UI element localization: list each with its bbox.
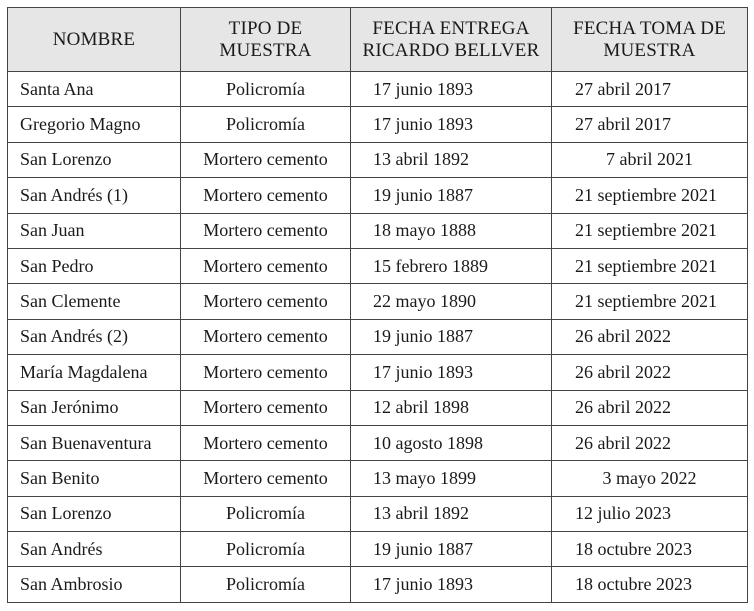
cell-nombre: Gregorio Magno	[8, 107, 181, 142]
cell-toma: 18 octubre 2023	[552, 532, 748, 567]
table-row	[8, 390, 748, 425]
samples-table-container	[7, 7, 747, 603]
cell-entrega: 13 abril 1892	[351, 142, 552, 177]
cell-nombre: San Lorenzo	[8, 142, 181, 177]
cell-entrega: 18 mayo 1888	[351, 213, 552, 248]
table-row	[8, 355, 748, 390]
table-row	[8, 567, 748, 602]
cell-tipo: Policromía	[181, 107, 351, 142]
cell-toma: 27 abril 2017	[552, 107, 748, 142]
table-row	[8, 425, 748, 460]
table-row	[8, 461, 748, 496]
table-row	[8, 319, 748, 354]
table-row	[8, 532, 748, 567]
cell-nombre: San Buenaventura	[8, 425, 181, 460]
cell-toma: 21 septiembre 2021	[552, 284, 748, 319]
header-tipo-line2: MUESTRA	[219, 39, 312, 61]
cell-nombre: San Clemente	[8, 284, 181, 319]
cell-entrega: 17 junio 1893	[351, 107, 552, 142]
cell-nombre: San Juan	[8, 213, 181, 248]
cell-nombre: San Pedro	[8, 248, 181, 283]
cell-tipo: Mortero cemento	[181, 178, 351, 213]
cell-nombre: María Magdalena	[8, 355, 181, 390]
header-tipo-muestra	[181, 8, 351, 72]
cell-tipo: Policromía	[181, 72, 351, 107]
cell-entrega: 12 abril 1898	[351, 390, 552, 425]
cell-nombre: San Ambrosio	[8, 567, 181, 602]
cell-entrega: 13 abril 1892	[351, 496, 552, 531]
cell-nombre: San Benito	[8, 461, 181, 496]
cell-nombre: San Andrés (1)	[8, 178, 181, 213]
cell-tipo: Mortero cemento	[181, 461, 351, 496]
cell-toma: 21 septiembre 2021	[552, 178, 748, 213]
cell-entrega: 19 junio 1887	[351, 178, 552, 213]
cell-tipo: Mortero cemento	[181, 248, 351, 283]
cell-entrega: 22 mayo 1890	[351, 284, 552, 319]
cell-toma: 27 abril 2017	[552, 72, 748, 107]
cell-tipo: Policromía	[181, 532, 351, 567]
cell-tipo: Mortero cemento	[181, 142, 351, 177]
header-entrega-line1: FECHA ENTREGA	[372, 17, 530, 39]
header-toma-line2: MUESTRA	[603, 39, 696, 61]
cell-toma: 3 mayo 2022	[552, 461, 748, 496]
table-row	[8, 248, 748, 283]
header-entrega-line2: RICARDO BELLVER	[362, 39, 540, 61]
header-nombre-label: NOMBRE	[52, 28, 136, 50]
cell-tipo: Mortero cemento	[181, 425, 351, 460]
cell-entrega: 19 junio 1887	[351, 532, 552, 567]
cell-toma: 7 abril 2021	[552, 142, 748, 177]
table-row	[8, 213, 748, 248]
table-row	[8, 107, 748, 142]
cell-tipo: Mortero cemento	[181, 284, 351, 319]
cell-toma: 21 septiembre 2021	[552, 248, 748, 283]
cell-nombre: San Lorenzo	[8, 496, 181, 531]
cell-toma: 26 abril 2022	[552, 390, 748, 425]
cell-entrega: 17 junio 1893	[351, 72, 552, 107]
table-row	[8, 72, 748, 107]
cell-tipo: Mortero cemento	[181, 355, 351, 390]
table-row	[8, 178, 748, 213]
table-row	[8, 142, 748, 177]
cell-tipo: Mortero cemento	[181, 390, 351, 425]
cell-tipo: Mortero cemento	[181, 319, 351, 354]
header-nombre	[8, 8, 181, 72]
table-body	[8, 72, 748, 603]
cell-tipo: Policromía	[181, 567, 351, 602]
cell-toma: 21 septiembre 2021	[552, 213, 748, 248]
cell-tipo: Policromía	[181, 496, 351, 531]
samples-table	[7, 7, 748, 603]
cell-nombre: Santa Ana	[8, 72, 181, 107]
header-fecha-entrega	[351, 8, 552, 72]
cell-entrega: 10 agosto 1898	[351, 425, 552, 460]
cell-toma: 26 abril 2022	[552, 425, 748, 460]
table-row	[8, 496, 748, 531]
cell-nombre: San Andrés (2)	[8, 319, 181, 354]
cell-entrega: 15 febrero 1889	[351, 248, 552, 283]
cell-nombre: San Jerónimo	[8, 390, 181, 425]
header-row	[8, 8, 748, 72]
cell-nombre: San Andrés	[8, 532, 181, 567]
table-header	[8, 8, 748, 72]
cell-entrega: 17 junio 1893	[351, 567, 552, 602]
header-fecha-toma	[552, 8, 748, 72]
cell-tipo: Mortero cemento	[181, 213, 351, 248]
cell-toma: 26 abril 2022	[552, 355, 748, 390]
table-row	[8, 284, 748, 319]
cell-toma: 18 octubre 2023	[552, 567, 748, 602]
cell-entrega: 17 junio 1893	[351, 355, 552, 390]
header-tipo-line1: TIPO DE	[228, 17, 303, 39]
header-toma-line1: FECHA TOMA DE	[573, 17, 726, 39]
cell-toma: 12 julio 2023	[552, 496, 748, 531]
cell-toma: 26 abril 2022	[552, 319, 748, 354]
cell-entrega: 19 junio 1887	[351, 319, 552, 354]
cell-entrega: 13 mayo 1899	[351, 461, 552, 496]
